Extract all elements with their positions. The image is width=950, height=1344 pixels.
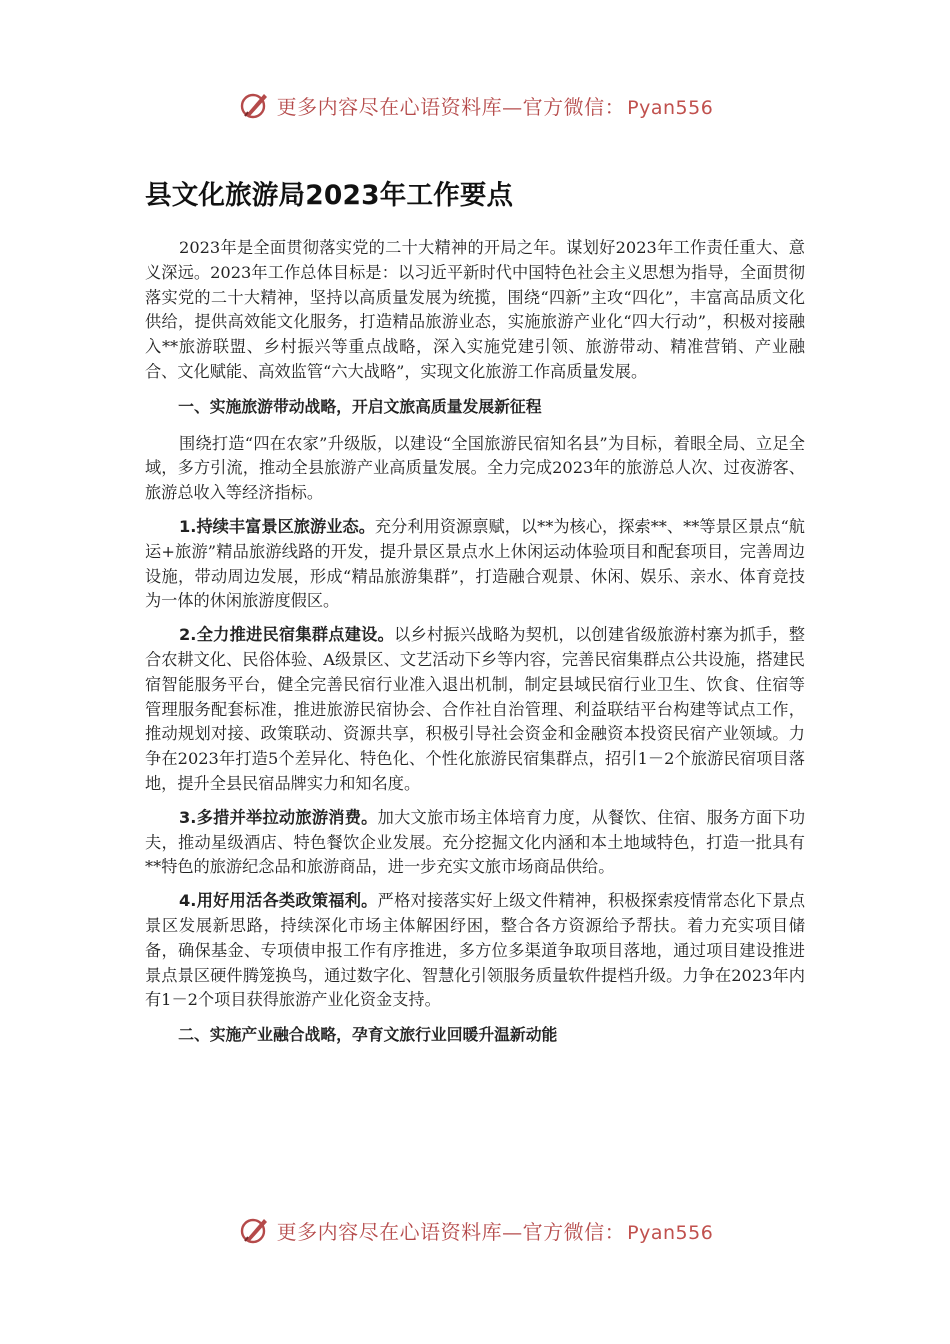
item-3-lead: 3.多措并举拉动旅游消费。 bbox=[179, 807, 378, 827]
quill-pen-icon bbox=[237, 1213, 271, 1247]
item-2-lead: 2.全力推进民宿集群点建设。 bbox=[179, 625, 395, 645]
item-4-lead: 4.用好用活各类政策福利。 bbox=[179, 891, 378, 911]
item-1-text: 充分利用资源禀赋，以**为核心，探索**、**等景区景点“航运+旅游”精品旅游线路的开发，提升景区景点水上休闲运动体验项目和配套项目，完善周边设施，带动周边发展，形成“精品旅游集群”，打造融合观景、休闲、娱乐、亲水、体育竞技为一体的休闲旅游度假区。 bbox=[145, 516, 805, 611]
item-paragraph-2 bbox=[145, 623, 805, 797]
item-paragraph-1 bbox=[145, 515, 805, 614]
section-2-heading: 二、实施产业融合战略，孕育文旅行业回暖升温新动能 bbox=[178, 1025, 558, 1045]
item-3-text: 加大文旅市场主体培育力度，从餐饮、住宿、服务方面下功夫，推动星级酒店、特色餐饮企业发展。充分挖掘文化内涵和本土地域特色，打造一批具有**特色的旅游纪念品和旅游商品，进一步充实文旅市场商品供给。 bbox=[145, 807, 806, 877]
watermark-wechat-id: Pyan556 bbox=[627, 96, 714, 119]
item-1-lead: 1.持续丰富景区旅游业态。 bbox=[179, 516, 375, 536]
header-watermark bbox=[0, 85, 950, 125]
item-2-text: 以乡村振兴战略为契机，以创建省级旅游村寨为抓手，整合农耕文化、民俗体验、A级景区、文艺活动下乡等内容，完善民宿集群点公共设施，搭建民宿智能服务平台，健全完善民宿行业准入退出机制，制定县域民宿行业卫生、饮食、住宿等管理服务配套标准，推进旅游民宿协会、合作社自治管理、利益联结平台构建等试点工作，推动规划对接、政策联动、资源共享，积极引导社会资金和金融资本投资民宿产业领域。力争在2023年打造5个差异化、特色化、个性化旅游民宿集群点，招引1－2个旅游民宿项目落地，提升全县民宿品牌实力和知名度。 bbox=[145, 625, 805, 793]
item-paragraph-3 bbox=[145, 806, 805, 880]
watermark-text: 更多内容尽在心语资料库—官方微信： Pyan556 bbox=[276, 94, 714, 119]
document-body bbox=[145, 170, 805, 1060]
document-title: 县文化旅游局2023年工作要点 bbox=[145, 180, 514, 211]
quill-pen-icon bbox=[237, 88, 271, 122]
section-1-paragraph: 围绕打造“四在农家”升级版，以建设“全国旅游民宿知名县”为目标，着眼全局、立足全域，多方引流，推动全县旅游产业高质量发展。全力完成2023年的旅游总人次、过夜游客、旅游总收入等经济指标。 bbox=[145, 433, 805, 503]
intro-paragraph: 2023年是全面贯彻落实党的二十大精神的开局之年。谋划好2023年工作责任重大、意义深远。2023年工作总体目标是：以习近平新时代中国特色社会主义思想为指导，全面贯彻落实党的二十大精神，坚持以高质量发展为统揽，围绕“四新”主攻“四化”，丰富高品质文化供给，提供高效能文化服务，打造精品旅游业态，实施旅游产业化“四大行动”，积极对接融入**旅游联盟、乡村振兴等重点战略，深入实施党建引领、旅游带动、精准营销、产业融合、文化赋能、高效监管“六大战略”，实现文化旅游工作高质量发展。 bbox=[145, 238, 805, 381]
item-paragraph-4 bbox=[145, 889, 805, 1013]
section-1-heading: 一、实施旅游带动战略，开启文旅高质量发展新征程 bbox=[178, 396, 542, 416]
footer-watermark bbox=[0, 1210, 950, 1250]
watermark-wechat-id: Pyan556 bbox=[627, 1221, 714, 1244]
watermark-text: 更多内容尽在心语资料库—官方微信： Pyan556 bbox=[276, 1219, 714, 1244]
item-4-text: 严格对接落实好上级文件精神，积极探索疫情常态化下景点景区发展新思路，持续深化市场主体解困纾困，整合各方资源给予帮扶。着力充实项目储备，确保基金、专项债申报工作有序推进，多方位多渠道争取项目落地，通过项目建设推进景点景区硬件腾笼换鸟，通过数字化、智慧化引领服务质量软件提档升级。力争在2023年内有1－2个项目获得旅游产业化资金支持。 bbox=[145, 891, 806, 1010]
